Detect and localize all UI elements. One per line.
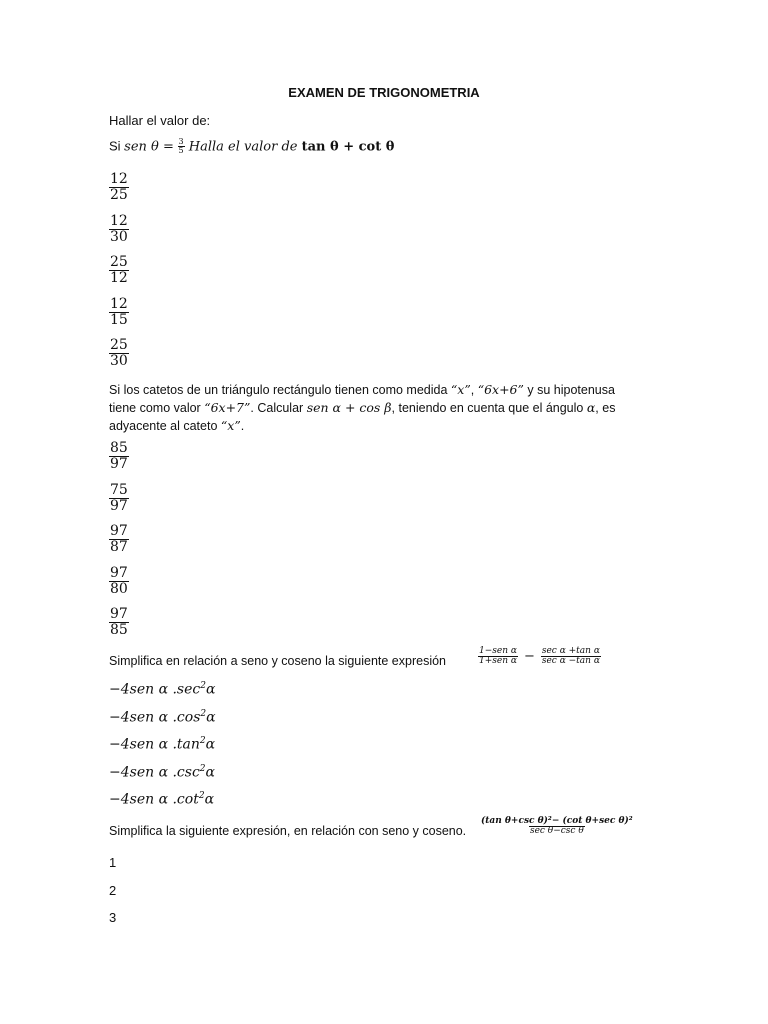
option-base: −4sen α .cos <box>109 709 201 726</box>
q2-var: “6x+6” <box>477 382 524 397</box>
option-base: −4sen α .tan <box>109 736 200 753</box>
question-4: Simplifica la siguiente expresión, en relación con seno y coseno. <box>109 824 467 838</box>
q1-given-fraction <box>178 138 185 156</box>
option-tail: α <box>205 764 215 781</box>
fraction-numerator: 97 <box>110 606 128 622</box>
option-exponent: 2 <box>200 709 207 719</box>
option-tail: α <box>204 791 215 808</box>
fraction-denominator: 12 <box>110 269 128 286</box>
q3-fraction-1 <box>478 647 518 667</box>
fraction-numerator: 3 <box>178 137 184 146</box>
q2-var: “6x+7” <box>204 400 251 415</box>
q2-line-2 <box>109 399 669 417</box>
fraction-numerator: 97 <box>110 523 128 539</box>
fraction-numerator: 12 <box>110 171 128 187</box>
q2-option-4 <box>109 566 129 596</box>
q4-expression <box>480 817 634 837</box>
q2-option-5 <box>109 607 129 637</box>
question-1 <box>109 138 394 156</box>
q1-rest: Halla el valor de <box>184 139 302 155</box>
q1-option-1 <box>109 172 129 202</box>
q2-text: tiene como valor <box>109 401 205 415</box>
fraction-numerator: 25 <box>110 337 128 353</box>
q4-option-2: 2 <box>109 883 117 898</box>
option-exponent: 2 <box>200 681 206 691</box>
option-tail: α <box>205 736 216 753</box>
fraction-denominator: sec α −tan α <box>541 656 600 667</box>
q2-var: “x” <box>220 418 241 433</box>
fraction-numerator: 25 <box>110 254 128 270</box>
q2-line-1 <box>109 381 669 399</box>
fraction-denominator: 85 <box>110 621 128 638</box>
fraction-denominator: 87 <box>110 538 128 555</box>
fraction-denominator: 5 <box>178 146 184 156</box>
q2-text: , es <box>595 401 616 415</box>
q2-expression: sen α + cos β <box>306 400 392 415</box>
question-3: Simplifica en relación a seno y coseno la siguiente expresión <box>109 654 446 668</box>
option-tail: α <box>206 709 216 726</box>
q3-minus: − <box>523 649 535 665</box>
q4-fraction <box>480 817 634 837</box>
q4-option-1: 1 <box>109 855 117 870</box>
q1-option-3 <box>109 255 129 285</box>
option-base: −4sen α .csc <box>109 764 200 781</box>
q1-option-5 <box>109 338 129 368</box>
q2-text: y su hipotenusa <box>523 383 615 397</box>
q4-option-3: 3 <box>109 910 117 925</box>
q2-option-1 <box>109 441 129 471</box>
option-exponent: 2 <box>199 764 206 774</box>
q1-target: tan θ + cot θ <box>301 139 395 155</box>
q1-prefix: Si <box>109 138 125 154</box>
q1-option-4 <box>109 297 129 327</box>
exam-title: EXAMEN DE TRIGONOMETRIA <box>288 85 480 100</box>
q2-text: . <box>240 419 245 433</box>
q2-text: adyacente al cateto <box>109 419 221 433</box>
q3-option-1 <box>109 681 215 698</box>
q2-line-3 <box>109 417 669 435</box>
q2-text: , teniendo en cuenta que el ángulo <box>391 401 587 415</box>
fraction-numerator: 1−sen α <box>479 646 517 656</box>
fraction-numerator: 75 <box>110 482 128 498</box>
fraction-numerator: 85 <box>110 440 128 456</box>
q2-alpha: α <box>586 400 596 415</box>
q2-option-3 <box>109 524 129 554</box>
option-base: −4sen α .sec <box>109 681 201 698</box>
fraction-denominator: 25 <box>110 186 128 203</box>
fraction-numerator: 12 <box>110 296 128 312</box>
fraction-denominator: 97 <box>110 497 128 514</box>
fraction-denominator: 97 <box>110 455 128 472</box>
fraction-numerator: 12 <box>110 213 128 229</box>
instruction: Hallar el valor de: <box>109 113 211 128</box>
fraction-denominator: 30 <box>110 352 128 369</box>
q3-expression <box>478 647 601 667</box>
fraction-denominator: 80 <box>110 580 128 597</box>
fraction-numerator: sec α +tan α <box>541 646 600 656</box>
q3-fraction-2 <box>541 647 601 667</box>
q3-option-2 <box>109 709 216 726</box>
q2-text: Si los catetos de un triángulo rectángulo tienen como medida <box>109 383 451 397</box>
q1-sen: sen θ = <box>124 139 174 155</box>
q2-var: “x” <box>450 382 471 397</box>
q3-option-3 <box>109 736 215 753</box>
fraction-denominator: 1+sen α <box>479 656 517 667</box>
q3-option-5 <box>109 791 214 808</box>
fraction-denominator: sec θ−csc θ <box>529 826 584 837</box>
question-2 <box>109 381 669 435</box>
fraction-denominator: 15 <box>110 311 128 328</box>
fraction-numerator: (tan θ+csc θ)²− (cot θ+sec θ)² <box>481 816 633 826</box>
q2-text: . Calcular <box>250 401 307 415</box>
option-tail: α <box>205 681 216 698</box>
fraction-numerator: 97 <box>110 565 128 581</box>
option-exponent: 2 <box>199 736 206 746</box>
q2-option-2 <box>109 483 129 513</box>
fraction-denominator: 30 <box>110 228 128 245</box>
q2-comma: , <box>470 383 478 397</box>
option-base: −4sen α .cot <box>109 791 199 808</box>
q1-option-2 <box>109 214 129 244</box>
q3-option-4 <box>109 764 215 781</box>
option-exponent: 2 <box>198 791 205 801</box>
